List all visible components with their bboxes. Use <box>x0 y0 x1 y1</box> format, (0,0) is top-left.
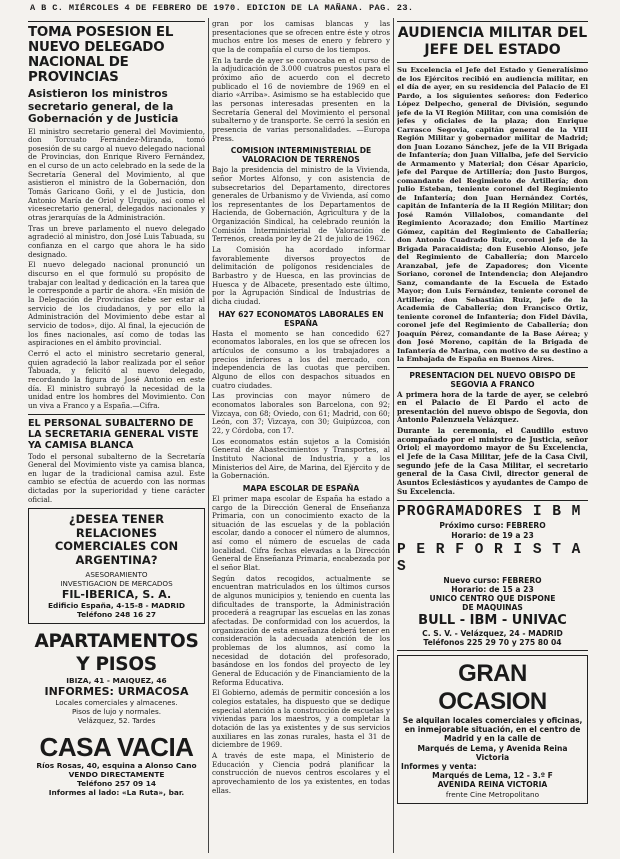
ad-line: Pisos de lujo y normales. <box>71 707 162 717</box>
headline-mapa-escolar: MAPA ESCOLAR DE ESPAÑA <box>242 483 360 493</box>
ad-gran-ocasion <box>397 655 588 804</box>
paragraph: Según datos recogidos, actualmente se encuentran matriculados en los últimos cursos de algunos municipios y, teniendo en cuenta las dificultades de transporte, la Administración procederá a reagrupar las escuelas en las zonas afectadas. De conformidad con los acuerdos, la organización de esta enseñanza deberá tener en consideración la adecuada atención de los problemas de los alumnos, así como la necesidad de dotación del profesorado, basándose en los fondos del proyecto de ley General de Educación y de Financiamiento de la Reforma Educativa. <box>212 573 390 687</box>
ad-line: Marqués de Lema, y Avenida Reina Victoria <box>417 743 568 762</box>
ad-line: Teléfonos 225 29 70 y 275 80 04 <box>423 637 562 647</box>
ad-line: VENDO DIRECTAMENTE <box>68 770 165 780</box>
headline-comision-valoracion: COMISION INTERMINISTERIAL DE VALORACION DE TERRENOS <box>230 146 372 165</box>
paragraph: Cerró el acto el ministro secretario general, quien agradeció la labor realizada por el señor Tabuada, y felicitó al nuevo delegado, recordando la figura de José Antonio en este día. El ministro subrayó la necesidad de la unidad entre los hombres del Movimiento. Con un viva a Franco y a España.—Cifra. <box>28 348 205 410</box>
rule <box>397 62 588 63</box>
ad-headline: PROGRAMADORES I B M <box>397 504 582 521</box>
paragraph: Todo el personal subalterno de la Secretaría General del Movimiento viste ya camisa blanca, en lugar de la tradicional camisa azul. Este cambio se efectúa de acuerdo con las normas dictadas por la superioridad y tiene carácter oficial. <box>28 451 205 504</box>
ad-line: INFORMES: URMACOSA <box>44 685 189 699</box>
ad-headline: ¿DESEA TENER RELACIONES COMERCIALES CON ARGENTINA? <box>54 512 179 567</box>
ad-line: Horario: de 19 a 23 <box>451 530 534 540</box>
paragraph: Su Excelencia el Jefe del Estado y Generalísimo de los Ejércitos recibió en audiencia militar, en el día de ayer, en su residencia del Palacio de El Pardo, a los siguientes señores: don Federico López Delpecho, general de División, segundo jefe de la VI Región Militar, con una comisión de jefes y oficiales de la plaza; don Enrique Carrasco Segovia, capitán general de la VIII Región Militar y gobernador militar de Madrid; don Juan Lozano Sánchez, jefe de la VII Brigada de Infantería; don Juan Villalba, jefe del Servicio de Armamento y Material; don César Aparicio, jefe del Parque de Artillería; don Justo Burgos, comandante del Regimiento de Artillería; don Julio Esteban, teniente coronel del Regimiento de Infantería; don Juan Hernández Cortés, capitán de Infantería de la II Región Militar; don José Ramón Villalobos, comandante del Regimiento Acorazado; don Emilio Martínez Gómez, capitán del Regimiento de Caballería; don Antonio Cuadrado Ruiz, coronel jefe de la Brigada Paracaidista; don Eusebio Alonso, jefe del Regimiento de Caballería; don Marcelo Aranzabal, jefe de Zapadores; don Vicente Soriano, coronel de Intendencia; don Alejandro Sanz, comandante de la Escuela de Estado Mayor; don Luis Fernández, teniente coronel de Artillería; don Sebastián Ruiz, jefe de la Academia de Caballería; don Francisco Ortiz, teniente coronel de Infantería; don Fidel Dávila, coronel jefe del Regimiento de Caballería; don Joaquín Pérez, comandante de la Base Aérea; y don José Moreno, capitán de la Brigada de Infantería de Marina, con motivo de su destino a la Embajada de España en Buenos Aires. <box>397 66 588 363</box>
ad-line: AVENIDA REINA VICTORIA <box>437 780 548 790</box>
headline-audiencia-militar: AUDIENCIA MILITAR DEL JEFE DEL ESTADO <box>397 25 588 58</box>
paragraph: En la tarde de ayer se convocaba en el curso de la adjudicación de 3.000 cuatros puestos para el próximo año de acuerdo con el decreto publicado el 16 de noviembre de 1969 en el diario «Arriba». Asimismo se ha establecido que las personas interesadas presenten en la Secretaría General del Movimiento el personal subalterno y de transporte. Se cerró la sesión en presencia de varias personalidades. —Europa Press. <box>212 55 390 143</box>
ad-apartamentos <box>28 628 205 727</box>
paragraph: Tras un breve parlamento el nuevo delegado agradeció al ministro, don José Luis Tabuada, su confianza en el cargo que ahora le ha sido designado. <box>28 223 205 259</box>
ad-headline: CASA VACIA <box>39 732 194 763</box>
ad-headline: P E R F O R I S T A S <box>397 541 582 575</box>
paragraph: El primer mapa escolar de España ha estado a cargo de la Dirección General de Enseñanza Primaria, con un conocimiento exacto de la situación de las escuelas y de la población escolar, dando a conocer el número de alumnos, así como el número de escuelas de cada localidad. Cifra fechas elevadas a la Dirección General de Enseñanza Primaria, encabezada por el señor Blat. <box>212 493 390 573</box>
paragraph: Durante la ceremonia, el Caudillo estuvo acompañado por el ministro de Justicia, señor Oriol; el mayordomo mayor de Su Excelencia, el Jefe de la Casa Militar, jefe de la Casa Civil, segundo jefe de la Casa Militar, el secretario general de la Casa Civil, director general de Asuntos Eclesiásticos y ayudantes de Campo de Su Excelencia. <box>397 426 588 496</box>
paragraph: Bajo la presidencia del ministro de la Vivienda, señor Mortes Alfonso, y con asistencia de subsecretarios del Departamento, directores generales de Urbanismo y de Vivienda, así como los representantes de los Departamentos de Hacienda, de Gobernación, Agricultura y de la Organización Sindical, ha celebrado reunión la Comisión Interministerial de Valoración de Terrenos, creada por ley de 21 de julio de 1962. <box>212 165 390 244</box>
headline-toma-posesion: TOMA POSESION EL NUEVO DELEGADO NACIONAL DE PROVINCIAS <box>28 25 174 85</box>
paragraph: Hasta el momento se han concedido 627 economatos laborales, en los que se ofrecen los artículos de consumo a los trabajadores a precios inferiores a los del mercado, con independencia de las cuotas que perciben. Alguno de ellos con despachos situados en cuatro ciudades. <box>212 328 390 390</box>
paragraph: A primera hora de la tarde de ayer, se celebró en el Palacio de El Pardo el acto de presentación del nuevo obispo de Segovia, don Antonio Palenzuela Velázquez. <box>397 389 588 425</box>
paragraph: Las provincias con mayor número de economatos laborales son Barcelona, con 92; Vizcaya, con 68; Oviedo, con 61; Madrid, con 60; León, con 37; Vizcaya, con 30; Guipúzcoa, con 22, y Córdoba, con 17. <box>212 391 390 435</box>
ad-line: C. S. V. - Velázquez, 24 - MADRID <box>422 628 563 638</box>
headline-personal-subalterno: EL PERSONAL SUBALTERNO DE LA SECRETARIA GENERAL VISTE YA CAMISA BLANCA <box>28 417 199 451</box>
ad-line: Locales comerciales y almacenes. <box>55 698 178 708</box>
ad-line: Teléfono 248 16 27 <box>77 610 156 620</box>
ad-line: Velázquez, 52. Tardes <box>77 716 156 726</box>
ad-line: Informes al lado: «La Ruta», bar. <box>48 788 185 798</box>
ad-line: Informes y venta: <box>401 762 477 772</box>
paragraph: La Comisión ha acordado informar favorablemente diversos proyectos de delimitación de polígonos residenciales de Barbastro y de Huesca, en las provincias de Huesca y de Albacete, presentado este último, por la Agrupación Sindical de Industrias de dicha ciudad. <box>212 245 390 307</box>
rule <box>28 414 205 415</box>
paragraph: El ministro secretario general del Movimiento, don Torcuato Fernández-Miranda, tomó posesión de su cargo al nuevo delegado nacional de Provincias, don Enrique Rivero Fernández, en el curso de un acto celebrado en la sede de la Secretaría General del Movimiento, al que asistieron el ministro de la Gobernación, don Tomás Garicano Goñi, y el de Justicia, don Antonio María de Oriol y Urquijo, así como el vicesecretario general, delegados nacionales y otras jerarquías de la Administración. <box>28 126 205 223</box>
ad-line: DE MAQUINAS <box>462 603 523 613</box>
ad-brand: FIL-IBERICA, S. A. <box>61 588 172 602</box>
page-header: A B C. MIÉRCOLES 4 DE FEBRERO DE 1970. EDICION DE LA MAÑANA. PAG. 23. <box>30 3 414 13</box>
ad-line: IBIZA, 41 - MAIQUEZ, 46 <box>66 676 167 686</box>
ad-programadores-ibm <box>397 500 588 651</box>
ad-line: Próximo curso: FEBRERO <box>439 521 546 531</box>
ad-line: Nuevo curso: FEBRERO <box>443 575 542 585</box>
ad-relaciones-argentina <box>28 508 205 624</box>
ad-line: INVESTIGACION DE MERCADOS <box>60 579 173 589</box>
ad-headline: APARTAMENTOS Y PISOS <box>34 631 199 676</box>
rule <box>397 367 588 368</box>
ad-line: ASESORAMIENTO <box>85 570 148 580</box>
paragraph: A través de este mapa, el Ministerio de Educación y Ciencia podrá planificar la construcción de nuevos centros escolares y el aprovechamiento de los ya existentes, en todas ellas. <box>212 750 390 795</box>
ad-casa-vacia <box>28 731 205 799</box>
ad-line: Horario: de 15 a 23 <box>451 584 534 594</box>
subheadline: Asistieron los ministros secretario general, de la Gobernación y de Justicia <box>28 88 179 125</box>
column-middle <box>212 18 390 797</box>
ad-line: Ríos Rosas, 40, esquina a Alonso Cano <box>36 761 197 771</box>
rule <box>397 21 588 22</box>
ad-line: Edificio España, 4-15-8 - MADRID <box>48 601 185 611</box>
paragraph: Los economatos están sujetos a la Comisión General de Abastecimientos y Transportes, al Instituto Nacional de Industria, y a los Ministerios del Aire, de Marina, del Ejército y de la Gobernación. <box>212 436 390 481</box>
ad-headline: GRAN OCASION <box>438 660 547 715</box>
headline-economatos: HAY 627 ECONOMATOS LABORALES EN ESPAÑA <box>218 309 384 328</box>
paragraph: El Gobierno, además de permitir concesión a los colegios estatales, ha dispuesto que se dedique especial atención a la construcción de escuelas y viviendas para los maestros, y a completar la dotación de las ya existentes y de sus servicios auxiliares en las zonas rurales, hasta el 31 de diciembre de 1969. <box>212 688 390 750</box>
ad-line: Se alquilan locales comerciales y oficinas, en inmejorable situación, en el centro de Madrid y en la calle de <box>402 716 583 744</box>
headline-obispo-segovia: PRESENTACION DEL NUEVO OBISPO DE SEGOVIA A FRANCO <box>409 370 576 389</box>
ad-line: UNICO CENTRO QUE DISPONE <box>429 594 556 604</box>
column-divider <box>393 18 394 853</box>
ad-line: Marqués de Lema, 12 - 3.º F <box>432 771 553 781</box>
column-right <box>397 18 588 808</box>
ad-brands: BULL - IBM - UNIVAC <box>418 612 567 628</box>
column-divider <box>208 18 209 853</box>
ad-line: Teléfono 257 09 14 <box>77 779 156 789</box>
column-left <box>28 18 205 803</box>
paragraph: gran por los camisas blancas y las presentaciones que se ofrecen entre éste y otros muchos entre los meses de enero y febrero y que la de compañía el curso de los tiempos. <box>212 19 390 54</box>
rule <box>28 21 205 22</box>
ad-line: frente Cine Metropolitano <box>445 789 540 799</box>
paragraph: El nuevo delegado nacional pronunció un discurso en el que formuló su propósito de trabajar con lealtad y dedicación en la tarea que le corresponde a partir de ahora. «En misión de la Delegación de Provincias debe ser estar al servicio de los ciudadanos, y por ello la Administración del Movimiento debe estar al servicio de todos», dijo. Al final, la ejecución de los fines nacionales, así como de todas las aspiraciones en el ámbito provincial. <box>28 260 205 348</box>
